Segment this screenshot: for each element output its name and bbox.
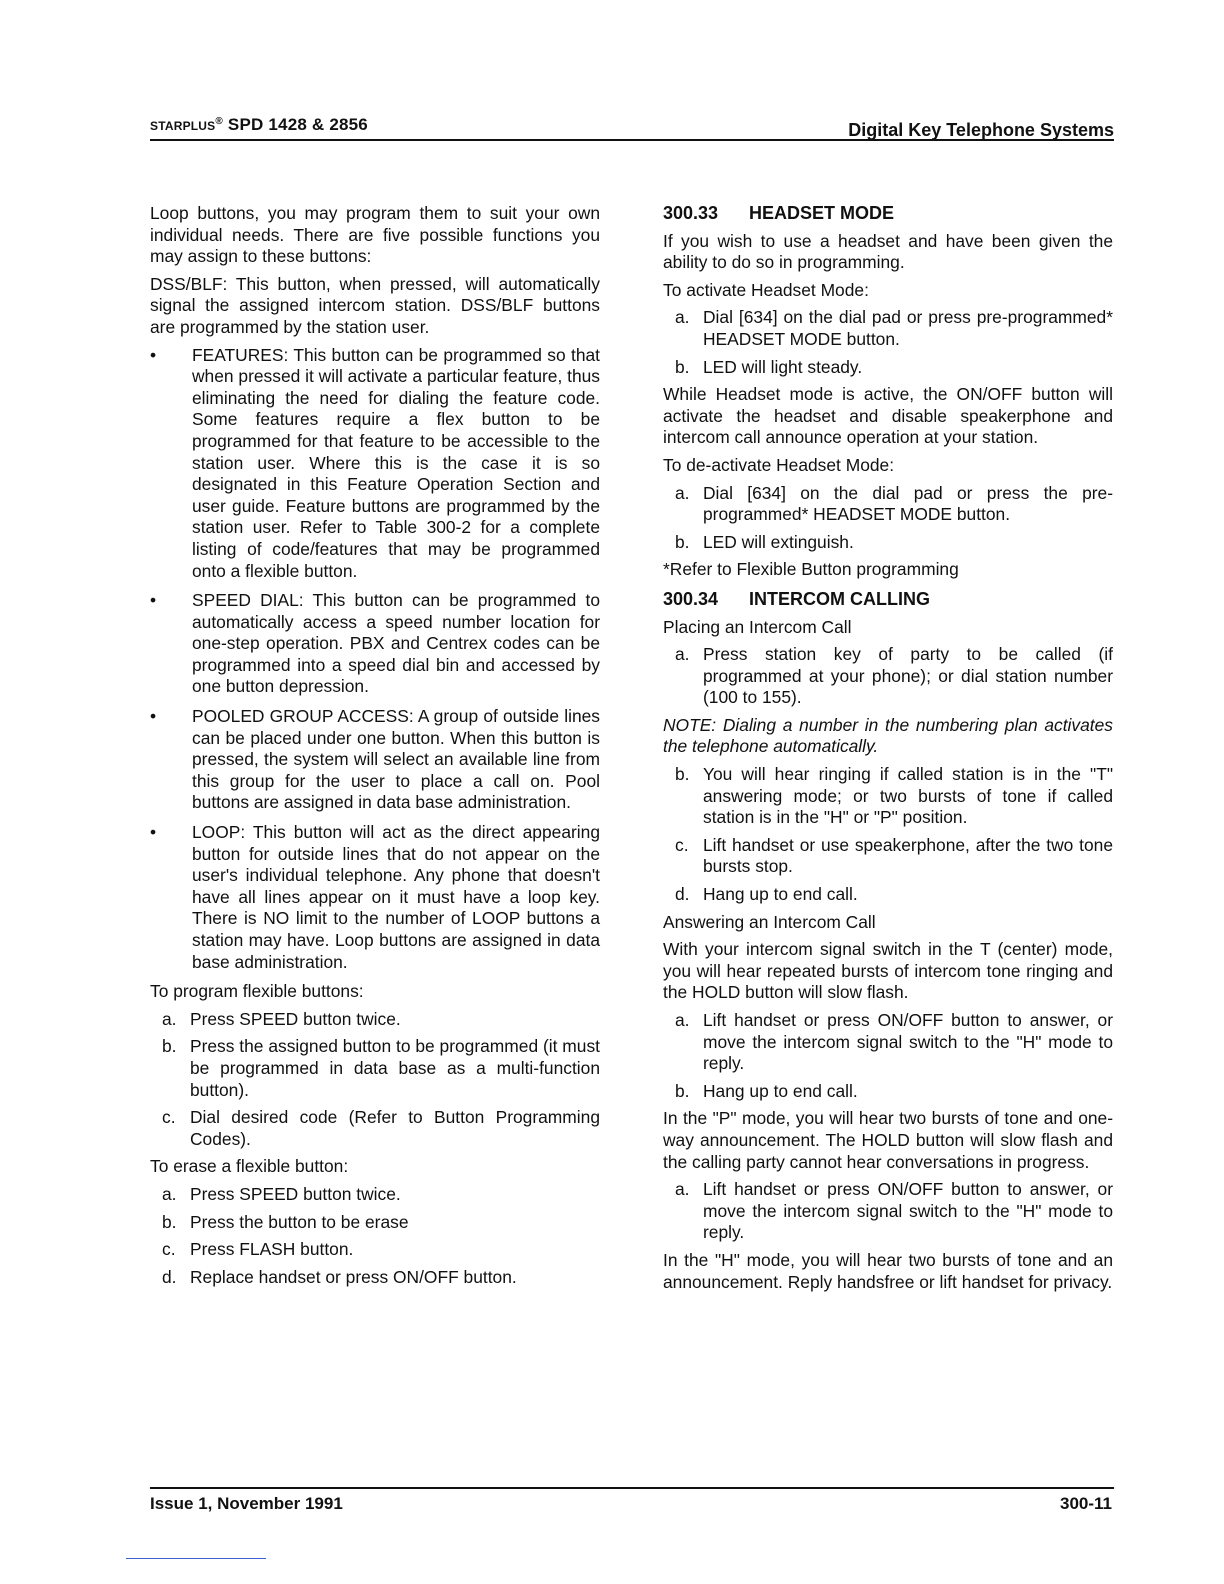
right-column <box>663 203 1113 1299</box>
note-paragraph: NOTE: Dialing a number in the numbering plan activates the telephone automatically. <box>663 714 1113 757</box>
scan-artifact-line <box>126 1558 266 1559</box>
step-item: d. Replace handset or press ON/OFF button. <box>162 1266 517 1287</box>
answering-title: Answering an Intercom Call <box>663 911 876 932</box>
step-item: b. Hang up to end call. <box>675 1080 858 1101</box>
bullet-icon: • <box>150 590 157 611</box>
placing-title: Placing an Intercom Call <box>663 616 852 637</box>
list-item: • FEATURES: This button can be programmed so that when pressed it will activate a particular feature, thus eliminating the need for dialing the feature code. Some features require a flex button to be programmed for that feature to be accessible to the station user. Where this is the case it is so designated in this Feature Operation Section and user guide. Feature buttons are programmed by the station user. Refer to Table 300-2 for a complete listing of code/features that may be programmed onto a flexible button. <box>150 344 600 581</box>
p-mode-paragraph: In the "P" mode, you will hear two bursts of tone and one-way announcement. The HOLD button will slow flash and the calling party cannot hear conversations in progress. <box>663 1108 1113 1172</box>
bullet-icon: • <box>150 344 157 365</box>
bullet-icon: • <box>150 706 157 727</box>
step-item: c. Press FLASH button. <box>162 1239 354 1260</box>
answering-intro: With your intercom signal switch in the T (center) mode, you will hear repeated bursts of intercom tone ringing and the HOLD button will slow flash. <box>663 939 1113 1003</box>
activate-title: To activate Headset Mode: <box>663 279 869 300</box>
section-heading-intercom: 300.34 INTERCOM CALLING <box>663 588 930 609</box>
erase-steps <box>150 1184 600 1288</box>
step-item: b. LED will light steady. <box>675 356 863 377</box>
step-item: b. You will hear ringing if called station is in the "T" answering mode; or two bursts of tone if called station is in the "H" or "P" position. <box>675 764 1113 828</box>
deactivate-steps <box>663 483 1113 554</box>
activate-steps <box>663 307 1113 378</box>
header-title: Digital Key Telephone Systems <box>848 120 1114 140</box>
answering-steps <box>663 1010 1113 1102</box>
placing-steps <box>663 644 1113 709</box>
headset-intro: If you wish to use a headset and have been given the ability to do so in programming. <box>663 230 1113 273</box>
header-product <box>150 115 368 135</box>
flex-reference: *Refer to Flexible Button programming <box>663 559 959 580</box>
step-item: a. Press station key of party to be called (if programmed at your phone); or dial station number (100 to 155). <box>675 644 1113 708</box>
step-item: c. Lift handset or use speakerphone, after the two tone bursts stop. <box>675 834 1113 877</box>
step-item: a. Dial [634] on the dial pad or press the pre-programmed* HEADSET MODE button. <box>675 482 1113 525</box>
list-item: • SPEED DIAL: This button can be programmed to automatically access a speed number location for one-step operation. PBX and Centrex codes can be programmed into a speed dial bin and accessed by one button depression. <box>150 590 600 697</box>
headset-while: While Headset mode is active, the ON/OFF button will activate the headset and disable speakerphone and intercom call announce operation at your station. <box>663 384 1113 448</box>
footer-issue: Issue 1, November 1991 <box>150 1494 343 1513</box>
list-item: • POOLED GROUP ACCESS: A group of outside lines can be placed under one button. When this button is pressed, the system will select an available line from this group for the user to place a call on. Pool buttons are assigned in data base administration. <box>150 706 600 813</box>
button-function-list <box>150 345 600 974</box>
p-mode-steps <box>663 1179 1113 1244</box>
dss-paragraph: DSS/BLF: This button, when pressed, will automatically signal the assigned intercom station. DSS/BLF buttons are programmed by the station user. <box>150 273 600 337</box>
deactivate-title: To de-activate Headset Mode: <box>663 454 895 475</box>
erase-title: To erase a flexible button: <box>150 1156 349 1177</box>
intro-paragraph: Loop buttons, you may program them to suit your own individual needs. There are five possible functions you may assign to these buttons: <box>150 203 600 267</box>
program-title: To program flexible buttons: <box>150 981 364 1002</box>
step-item: b. LED will extinguish. <box>675 531 854 552</box>
footer-rule <box>150 1487 1114 1489</box>
brand-name: STARPLUS <box>150 119 216 133</box>
step-item: a. Dial [634] on the dial pad or press pre-programmed* HEADSET MODE button. <box>675 307 1113 349</box>
program-steps <box>150 1009 600 1151</box>
list-item: • LOOP: This button will act as the direct appearing button for outside lines that do not appear on the user's individual telephone. Any phone that doesn't have all lines appear on it must have a loop key. There is NO limit to the number of LOOP buttons a station may have. Loop buttons are assigned in data base administration. <box>150 822 600 972</box>
left-column <box>150 203 600 1294</box>
step-item: a. Lift handset or press ON/OFF button to answer, or move the intercom signal switch to the "H" mode to reply. <box>675 1179 1113 1243</box>
step-item: c. Dial desired code (Refer to Button Programming Codes). <box>162 1107 600 1149</box>
step-item: b. Press the assigned button to be programmed (it must be programmed in data base as a multi-function button). <box>162 1036 600 1100</box>
step-item: a. Press SPEED button twice. <box>162 1183 401 1204</box>
step-item: a. Press SPEED button twice. <box>162 1008 401 1029</box>
header-rule <box>150 139 1114 141</box>
section-heading-headset: 300.33 HEADSET MODE <box>663 203 895 223</box>
step-item: b. Press the button to be erase <box>162 1211 409 1232</box>
bullet-icon: • <box>150 822 157 843</box>
page-number: 300-11 <box>1060 1494 1112 1513</box>
step-item: d. Hang up to end call. <box>675 884 858 905</box>
step-item: a. Lift handset or press ON/OFF button to answer, or move the intercom signal switch to the "H" mode to reply. <box>675 1010 1113 1074</box>
placing-steps-continued <box>663 764 1113 906</box>
model-name: SPD 1428 & 2856 <box>227 115 368 134</box>
h-mode-paragraph: In the "H" mode, you will hear two bursts of tone and an announcement. Reply handsfree or lift handset for privacy. <box>663 1249 1113 1292</box>
registered-mark: ® <box>215 116 223 127</box>
